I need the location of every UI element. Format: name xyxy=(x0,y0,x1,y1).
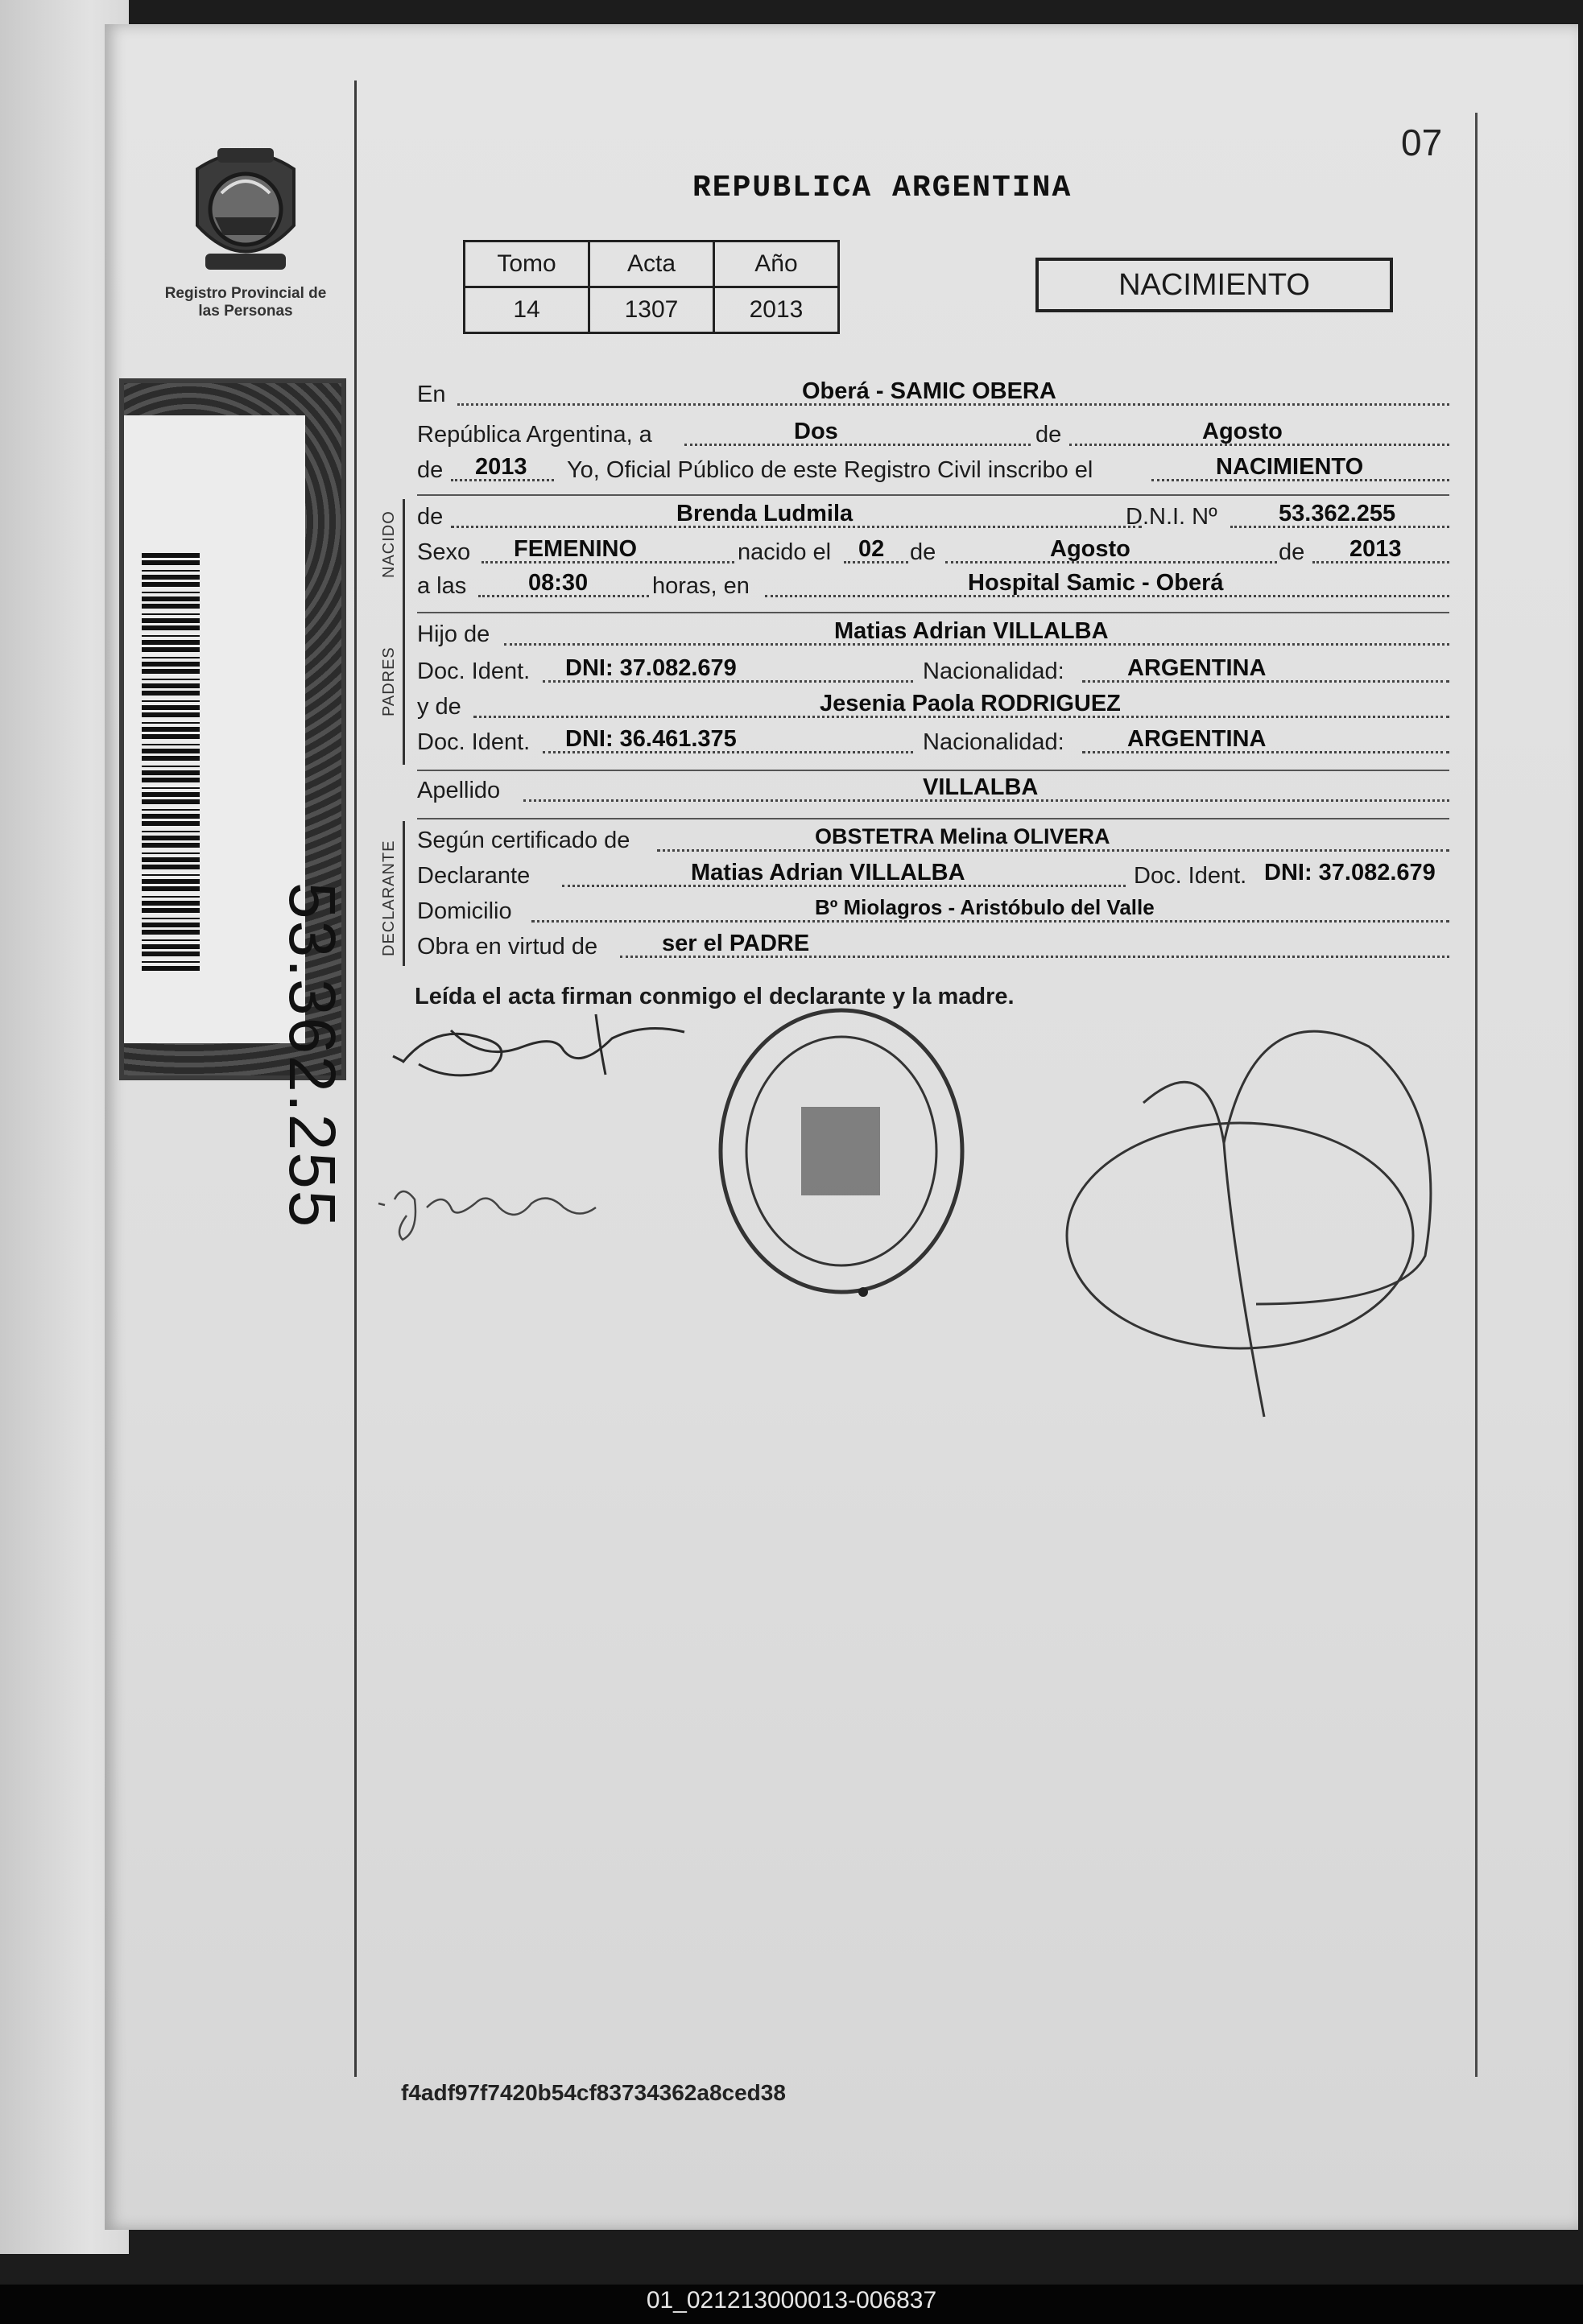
label-y-de: y de xyxy=(417,694,461,720)
label-segun-certificado: Según certificado de xyxy=(417,828,630,853)
value-day-words: Dos xyxy=(794,419,838,444)
id-number: 53.362.255 xyxy=(275,882,349,1229)
value-address: Bº Miolagros - Aristóbulo del Valle xyxy=(815,895,1155,919)
label-apellido: Apellido xyxy=(417,778,501,803)
value-birth-year: 2013 xyxy=(1349,536,1402,562)
registry-caption: Registro Provincial de las Personas xyxy=(164,285,327,320)
value-child-name: Brenda Ludmila xyxy=(676,501,853,526)
label-dni: D.N.I. Nº xyxy=(1126,504,1217,530)
label-de: de xyxy=(1279,539,1305,565)
dotted-line xyxy=(657,849,1449,852)
section-label-nacido: NACIDO xyxy=(380,510,398,578)
label-declarante: Declarante xyxy=(417,863,531,889)
padres-section-bar xyxy=(403,620,405,765)
row-acting-as xyxy=(417,931,1449,961)
left-margin-rule xyxy=(354,80,357,2077)
label-obra-en-virtud: Obra en virtud de xyxy=(417,934,598,960)
row-declarant xyxy=(417,860,1449,890)
value-declarant: Matias Adrian VILLALBA xyxy=(691,860,965,885)
scan-code: 01_021213000013-006837 xyxy=(646,2287,937,2314)
label-de: de xyxy=(910,539,936,565)
provincial-seal-icon xyxy=(181,137,310,282)
value-month: Agosto xyxy=(1202,419,1283,444)
register-value-ano: 2013 xyxy=(714,287,839,333)
label-a-las: a las xyxy=(417,573,467,599)
label-nacido-el: nacido el xyxy=(738,539,832,565)
register-table xyxy=(463,240,840,334)
id-strip xyxy=(119,378,349,1229)
section-label-padres: PADRES xyxy=(380,646,398,716)
divider xyxy=(417,612,1449,613)
label-en: En xyxy=(417,382,446,407)
register-value-tomo: 14 xyxy=(465,287,589,333)
value-birth-day: 02 xyxy=(858,536,885,562)
row-place xyxy=(417,378,1449,409)
nacido-section-bar xyxy=(403,499,405,620)
row-mother-doc xyxy=(417,726,1449,757)
row-father-doc xyxy=(417,655,1449,686)
label-de: de xyxy=(1035,422,1062,448)
row-certificate xyxy=(417,824,1449,855)
value-father-doc: DNI: 37.082.679 xyxy=(565,655,737,681)
value-birth-place: Hospital Samic - Oberá xyxy=(968,570,1224,596)
label-horas-en: horas, en xyxy=(652,573,750,599)
divider xyxy=(417,818,1449,819)
register-value-acta: 1307 xyxy=(589,287,714,333)
label-de: de xyxy=(417,504,444,530)
value-place: Oberá - SAMIC OBERA xyxy=(802,378,1056,404)
row-child-name xyxy=(417,501,1449,531)
register-header-ano: Año xyxy=(714,241,839,287)
label-nacionalidad: Nacionalidad: xyxy=(923,658,1064,684)
value-certificate-by: OBSTETRA Melina OLIVERA xyxy=(815,824,1110,848)
document-hash: f4adf97f7420b54cf83734362a8ced38 xyxy=(401,2080,786,2105)
label-doc-ident: Doc. Ident. xyxy=(417,729,531,755)
value-year: 2013 xyxy=(475,454,527,480)
value-birth-month: Agosto xyxy=(1050,536,1130,562)
row-time-place xyxy=(417,570,1449,601)
value-sex: FEMENINO xyxy=(514,536,638,562)
label-republica: República Argentina, a xyxy=(417,422,652,448)
right-margin-rule xyxy=(1475,113,1478,2077)
closing-statement: Leída el acta firman conmigo el declarante y la madre. xyxy=(415,984,1015,1009)
row-date xyxy=(417,419,1449,449)
row-surname xyxy=(417,774,1449,805)
label-doc-ident: Doc. Ident. xyxy=(1134,863,1247,889)
divider xyxy=(417,494,1449,496)
declarante-section-bar xyxy=(403,821,405,966)
label-nacionalidad: Nacionalidad: xyxy=(923,729,1064,755)
row-address xyxy=(417,895,1449,926)
value-declarant-doc: DNI: 37.082.679 xyxy=(1264,860,1436,885)
document-type-box: NACIMIENTO xyxy=(1035,258,1393,312)
value-father-name: Matias Adrian VILLALBA xyxy=(834,618,1109,644)
register-header-tomo: Tomo xyxy=(465,241,589,287)
id-label-area xyxy=(124,415,349,1229)
row-year xyxy=(417,454,1449,485)
value-dni: 53.362.255 xyxy=(1279,501,1396,526)
label-de: de xyxy=(417,457,444,483)
barcode-icon xyxy=(142,552,200,971)
section-label-declarante: DECLARANTE xyxy=(380,840,398,956)
value-surname: VILLALBA xyxy=(923,774,1039,800)
label-sexo: Sexo xyxy=(417,539,471,565)
value-father-nationality: ARGENTINA xyxy=(1127,655,1267,681)
row-mother-name xyxy=(417,691,1449,721)
value-acting-as: ser el PADRE xyxy=(662,931,810,956)
value-record-type: NACIMIENTO xyxy=(1216,454,1364,480)
page-number: 07 xyxy=(1401,122,1443,163)
country-title: REPUBLICA ARGENTINA xyxy=(692,171,1073,205)
dotted-line xyxy=(684,444,1031,446)
label-domicilio: Domicilio xyxy=(417,898,512,924)
label-hijo-de: Hijo de xyxy=(417,621,490,647)
label-doc-ident: Doc. Ident. xyxy=(417,658,531,684)
row-father-name xyxy=(417,618,1449,649)
value-mother-doc: DNI: 36.461.375 xyxy=(565,726,737,752)
value-mother-name: Jesenia Paola RODRIGUEZ xyxy=(820,691,1121,716)
label-yo-oficial: Yo, Oficial Público de este Registro Civil inscribo el xyxy=(567,457,1093,483)
register-header-acta: Acta xyxy=(589,241,714,287)
value-birth-time: 08:30 xyxy=(528,570,589,596)
divider xyxy=(417,770,1449,771)
row-sex-birth xyxy=(417,536,1449,567)
value-mother-nationality: ARGENTINA xyxy=(1127,726,1267,752)
dotted-line xyxy=(531,920,1449,923)
